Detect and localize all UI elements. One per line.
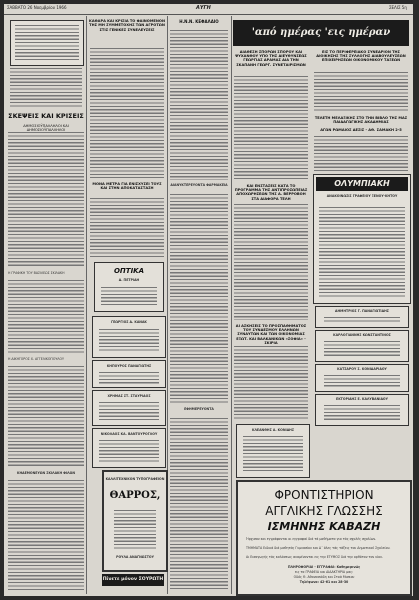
ad-text xyxy=(99,440,159,464)
article-headline: ΜΟΝΑ ΜΕΤΡΑ ΓΙΑ ΕΝΙΣΧΥΣΕΙ ΤΟΥΣ ΚΑΙ ΣΤΗΝ ΑΠΟΚΑΤΑΣΤΑΣΗ xyxy=(92,182,162,191)
article-body xyxy=(8,280,84,354)
frontistirion-contact: ΠΛΗΡΟΦΟΡΙΑΙ - ΕΓΓΡΑΦΑΙ: Καθημερινώς xyxy=(287,565,361,569)
frontistirion-address: Οδός Θ. Αθανασιάδη και Στοά Μισκου xyxy=(293,575,355,579)
column-rule xyxy=(86,16,87,594)
frontistirion-paragraph: ΤΜΗΜΑΤΑ Ειδικά διά μαθητάς Γυμνασίου και Δ΄ όλες τάς τάξεις του Δημοτικού Σχολείου. xyxy=(246,546,391,550)
ad-box xyxy=(236,424,310,478)
frontistirion-title: ΦΡΟΝΤΙΣΤΗΡΙΟΝ xyxy=(274,488,374,502)
ad-name: ΧΡΗΜΑΣ ΣΤ. ΣΤΑΥΡΙΔΟΣ xyxy=(107,394,151,398)
olympiaki-subtitle: ΑΝΑΚΟΙΝΩΣΙΣ ΓΡΑΦΕΙΟΥ ΞΕΝΟΥ-ΚΗΤΟΥ xyxy=(326,194,398,198)
article-headline: ΤΕΛΕΤΗ ΜΕΛΑΞΙΚΗΣ ΣΤΟ ΤΗΝ ΒΙΒΛΟ ΤΗΣ ΜΑΣ ΠΑΙΔΑΓΩΓΙΚΗΣ ΑΚΑΔΗΜΙΑΣ xyxy=(314,116,408,125)
ad-box xyxy=(315,306,409,328)
article-body xyxy=(90,198,164,258)
article-body xyxy=(234,76,308,180)
ad-text xyxy=(324,341,400,357)
article-subhead: ΚΗΔΕΜΟΝΕΥΩΝ ΣΚΙΛΑΚΗ ΦΙΛΩΝ xyxy=(16,471,76,475)
tharros-footer: ΡΟΥΛΑ ΑΝΑΓΝΩΣΤΟΥ xyxy=(116,555,154,559)
ad-text xyxy=(243,436,303,472)
tharros-name: ΘΑΡΡΟΣ, xyxy=(109,490,161,501)
article-body xyxy=(8,366,84,468)
ad-box xyxy=(315,364,409,392)
ad-text xyxy=(324,405,400,421)
column-heading: Η.Ν.Ν. ΚΕΦΑΛΑΙΟ xyxy=(179,19,219,24)
frontistirion-contact: εις τα ΓΡΑΦΕΙΑ και ΔΙΔΑΚΤΗΡΙΑ μας: xyxy=(294,570,354,574)
article-body xyxy=(234,204,308,320)
ad-text xyxy=(99,329,159,353)
bottom-ad-bar: Πίνετε μόνον ΣΟΥΡΩΤΗ xyxy=(102,574,164,586)
frontistirion-name: ΙΣΜΗΝΗΣ ΚΑΒΑΖΗ xyxy=(267,520,381,533)
olympiaki-title: ΟΛΥΜΠΙΑΚΗ xyxy=(316,177,408,191)
article-byline: Η ΓΡΑΦΙΚΗ ΤΟΥ ΒΑΣΙΛΕΩΣ ΣΚΙΛΑΚΗ xyxy=(8,271,65,275)
ad-text xyxy=(99,372,159,384)
olympiaki-notice xyxy=(313,174,411,304)
article-body xyxy=(314,136,408,172)
olympiaki-text xyxy=(319,207,405,297)
ad-name: ΔΗΜΗΤΡΙΟΣ Γ. ΠΑΝΑΓΙΩΤΙΔΗΣ xyxy=(335,309,389,313)
listing-text xyxy=(170,30,228,180)
frontistirion-phone: Τηλέφωνα: 42-61 και 28-30 xyxy=(299,580,349,584)
article-headline: ΚΑΙ ΕΝΣΤΑΣΕΙΣ ΚΑΤΑ ΤΟ ΠΡΟΓΡΑΜΜΑ ΤΗΣ ΑΝΤΙΠΡΟΣΩΠΕΙΑΣ ΑΠΟΧΩΡΗΣΕΩΝ ΤΗΣ Α. ΒΕΡΡΟΒΟΗ ΣΤΑ ΔΙΑΦΟΡΑ ΤΕΛΗ xyxy=(234,184,308,201)
ad-name: ΓΕΩΡΓΙΟΣ Δ. ΚΑΝΑΚ xyxy=(111,320,147,324)
ad-box xyxy=(315,330,409,362)
header-masthead: ΑΥΓΗ xyxy=(196,5,211,11)
tharros-ad xyxy=(102,470,168,572)
ad-box xyxy=(92,316,166,358)
section-headline: ΣΚΕΨΕΙΣ ΚΑΙ ΚΡΙΣΕΙΣ xyxy=(8,112,84,120)
ad-box xyxy=(315,394,409,426)
article-body xyxy=(8,132,84,268)
article-byline: Η ΔΙΚΗΓΟΡΟΣ Χ. ΑΓΓΕΛΙΚΟΠΟΥΛΟΥ xyxy=(8,357,64,361)
frontistirion-ad xyxy=(236,480,412,596)
optika-title: ΟΠΤΙΚΑ xyxy=(113,267,145,275)
listing-label: ΕΦΗΜΕΡΕΥΟΝΤΑ xyxy=(184,407,214,411)
listing-label: ΔΙΑΝΥΚΤΕΡΕΥΟΝΤΑ ΦΑΡΜΑΚΕΙΑ xyxy=(170,183,228,187)
page-header xyxy=(4,4,413,15)
tharros-heading: ΚΑΛΛΙΤΕΧΝΙΚΟΝ ΤΥΠΟΓΡΑΦΕΙΟΝ xyxy=(105,477,165,481)
frontistirion-paragraph: Ήρχισαν και εγγράφονται οι εγγραφαί διά τά μαθήματα για τάς σχολές σχολίων. xyxy=(246,537,377,541)
frontistirion-paragraph: Αι Εισαγωγής τάς καλάσεως αναμένονται εις την ΕΤΥΜΟΣ διά την ορθόταν τον υίον. xyxy=(246,555,383,559)
newspaper-page xyxy=(4,4,413,596)
ad-box xyxy=(92,428,166,468)
masthead-info-text xyxy=(15,25,79,61)
ad-text xyxy=(99,402,159,422)
article-headline: ΑΓΩΝ ΡΩΜΑΙΟΣ ΔΕΣΙΣ - ΑΘ. ΣΑΜΑΚΗ 2-5 xyxy=(320,128,402,132)
article-headline: ΚΑΘΑΡΑ ΚΑΙ ΚΡΙΣΙΑ ΤΟ ΦΑΙΝΟΜΕΝΟΝ ΤΗΣ ΜΗ ΣΥΜΜΕΤΟΧΗΣ ΤΩΝ ΑΓΡΟΤΩΝ ΣΤΙΣ ΓΕΝΙΚΕΣ ΣΥΝΕΛΕΥΣΕΙΣ xyxy=(89,19,165,32)
ad-text xyxy=(324,317,400,324)
optika-ad xyxy=(94,262,164,312)
frontistirion-subtitle: ΑΓΓΛΙΚΗΣ ΓΛΩΣΣΗΣ xyxy=(265,504,383,518)
listing-text xyxy=(170,194,228,404)
column-rule xyxy=(231,16,232,594)
column-banner: 'από ημέρας 'εις ημέραν xyxy=(233,20,409,46)
ad-name: ΝΙΚΟΛΑΟΣ ΚΑ. ΒΑΝΤΟΥΡΟΓΛΟΥ xyxy=(100,432,158,436)
ad-name: ΚΑΤΣΑΡΟΥ Σ. ΚΟΝΙΔΑΡΙΔΟΥ xyxy=(337,367,387,371)
header-date: ΣΑΒΒΑΤΟ 26 Νοεμβρίου 1966 xyxy=(7,5,67,10)
article-subhead: ΔΗΜΟΣΙΟΫΠΑΛΛΗΛΟΙ ΚΑΙ ΔΗΜΟΣΙΟΫΠΑΛΛΗΛΟΙ xyxy=(23,124,69,132)
optika-text xyxy=(101,287,157,305)
article-body xyxy=(8,480,84,590)
listing-text xyxy=(170,418,228,590)
ad-name: ΚΗΠΟΥΡΟΣ ΠΑΝΑΓΙΩΤΗΣ xyxy=(106,364,152,368)
ad-box xyxy=(92,390,166,426)
column-text xyxy=(10,68,82,108)
header-page-number: ΣΕΛΙΣ 5η xyxy=(389,5,407,10)
ad-text xyxy=(324,375,400,387)
ad-name: ΕΚΤΟΡΙΔΗΣ Ε. ΚΑΛΥΒΑΝΙΔΟΥ xyxy=(336,397,388,401)
article-headline: ΔΙΑΘΕΣΗ ΣΠΟΡΩΝ ΣΠΟΡΟΥ ΚΑΙ ΨΥΧΑΝΘΟΥ ΥΠΟ ΤΗΣ ΔΙΕΥΘΥΝΣΕΩΣ ΓΕΩΡΓΙΑΣ ΔΡΑΜΑΣ ΔΙΑ ΤΗΝ ΣΚΑΠΑΝΗ ΓΕΩΡΓ. ΣΥΝΕΤΑΙΡΙΣΜΩΝ xyxy=(235,50,307,67)
ad-name: ΚΛΕΑΝΘΗΣ Α. ΚΟΝΙΔΗΣ xyxy=(251,428,295,432)
optika-name: Δ. ΠΕΤΡΙΔΗ xyxy=(118,278,140,282)
tharros-text xyxy=(114,510,156,550)
masthead-info-box xyxy=(10,20,84,66)
article-body xyxy=(234,346,308,420)
article-body xyxy=(314,72,408,112)
ad-box xyxy=(92,360,166,388)
ad-name: ΚΑΡΛΟΓΙΑΝΝΗΣ ΚΩΝΣΤΑΝΤΙΝΟΣ xyxy=(333,333,391,337)
article-headline: ΕΙΣ ΤΟ ΠΕΡΙΦΕΡΕΙΑΚΟ ΣΥΝΕΔΡΙΟΝ ΤΗΣ ΔΙΟΙΚΗΣΗΣ ΤΗΣ ΣΥΛΛΟΓΗΣ ΔΙΑΒΟΥΛΕΥΣΕΩΝ ΕΠΙΧΕΙΡΗΣΕΩΝ ΟΙΚΟΝΟΜΙΚΟΥ ΤΑΞΕΩΝ xyxy=(316,50,406,63)
article-headline: ΑΙ ΑΣΚΗΣΕΙΣ ΤΟ ΠΡΟΣΠΑΘΗΜΑΤΟΣ ΤΟΥ ΣΥΝΔΕΣΜΟΥ ΕΛΛΗΝΩΝ ΣΥΝΑΥΤΩΝ ΚΑΙ ΤΩΝ ΟΙΚΟΝΟΜΙΑΣ ΕΞΩΤ. ΚΑΙ ΒΑΛΚΑΝΙΚΩΝ «ΣΟΦΙΑ» - ΣΚΙΡΙΑ xyxy=(235,324,307,345)
article-body xyxy=(90,48,164,178)
